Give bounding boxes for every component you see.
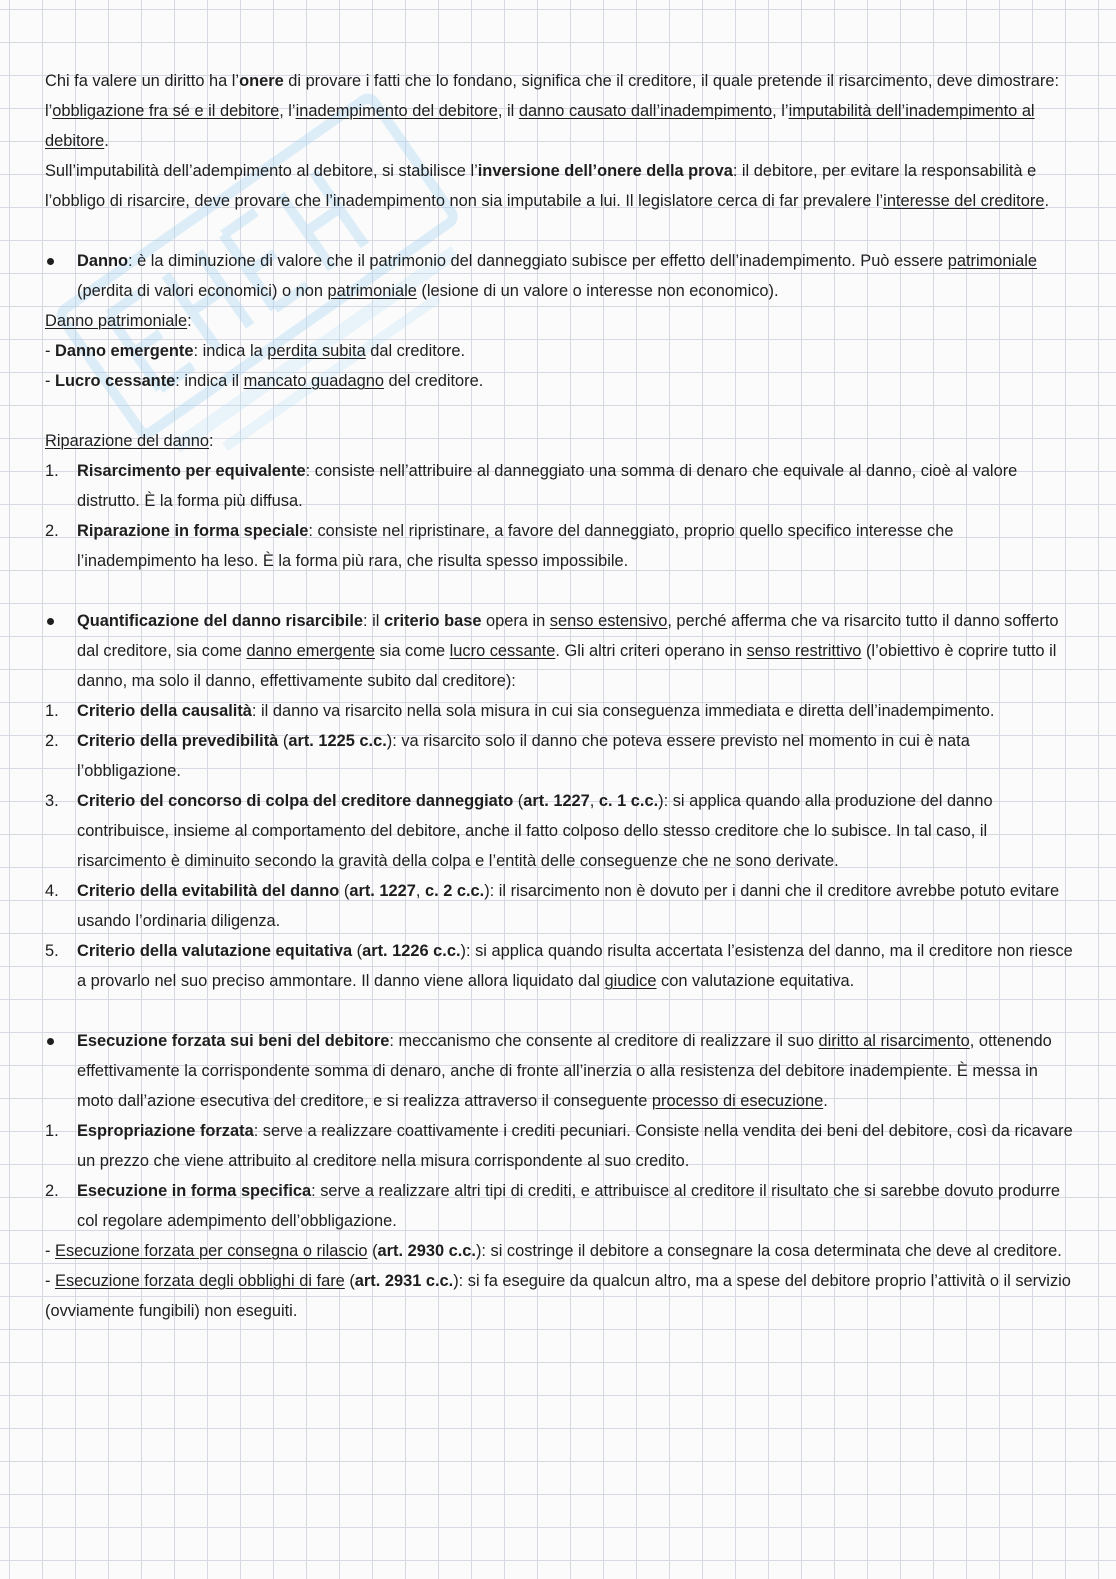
danno-emergente-line: - Danno emergente: indica la perdita subita dal creditore.: [45, 342, 466, 360]
document-body: [45, 66, 1075, 1326]
bullet-esecuzione: Esecuzione forzata sui beni del debitore: meccanismo che consente al creditore di realizzare il suo diritto al risarcimento, ottenendo effettivamente la corrispondente somma di denaro, anche di fronte all’inerzia o alla resistenza del debitore inadempiente. È messa in moto dall’azione esecutiva del creditore, e si realizza attraverso il conseguente processo di esecuzione.: [45, 1026, 1075, 1116]
esecuzione-item-2: 2. Esecuzione in forma specifica: serve a realizzare altri tipi di crediti, e attribuisce al creditore il risultato che si sarebbe dovuto produrre col regolare adempimento dell’obbligazione.: [45, 1182, 1060, 1230]
riparazione-item-2: 2. Riparazione in forma speciale: consiste nel ripristinare, a favore del danneggiato, proprio quello specifico interesse che l’inadempimento ha leso. È la forma più rara, che risulta spesso impossibile.: [45, 522, 954, 570]
bullet-quantificazione: Quantificazione del danno risarcibile: il criterio base opera in senso estensivo, perché afferma che va risarcito tutto il danno sofferto dal creditore, sia come danno emergente sia come lucro cessante. Gli altri criteri operano in senso restrittivo (l’obiettivo è coprire tutto il danno, ma solo il danno, effettivamente subito dal creditore):: [45, 606, 1075, 696]
criterio-item-2: 2. Criterio della prevedibilità (art. 1225 c.c.): va risarcito solo il danno che poteva essere previsto nel momento in cui è nata l’obbligazione.: [45, 732, 970, 780]
criterio-item-1: 1. Criterio della causalità: il danno va risarcito nella sola misura in cui sia conseguenza immediata e diretta dell’inadempimento.: [45, 702, 995, 720]
riparazione-heading: Riparazione del danno:: [45, 432, 214, 450]
esecuzione-fare-line: - Esecuzione forzata degli obblighi di fare (art. 2931 c.c.): si fa eseguire da qualcun altro, ma a spese del debitore proprio l’attività o il servizio (ovviamente fungibili) non eseguiti.: [45, 1272, 1071, 1320]
lucro-cessante-line: - Lucro cessante: indica il mancato guadagno del creditore.: [45, 372, 484, 390]
criterio-item-3: 3. Criterio del concorso di colpa del creditore danneggiato (art. 1227, c. 1 c.c.): si applica quando alla produzione del danno contribuisce, insieme al comportamento del debitore, anche il fatto colposo dello stesso creditore che lo subisce. In tal caso, il risarcimento è diminuito secondo la gravità della colpa e l’entità delle conseguenze che ne sono derivate.: [45, 792, 993, 870]
danno-patrimoniale-heading: Danno patrimoniale:: [45, 312, 192, 330]
criterio-item-4: 4. Criterio della evitabilità del danno (art. 1227, c. 2 c.c.): il risarcimento non è dovuto per i danni che il creditore avrebbe potuto evitare usando l’ordinaria diligenza.: [45, 882, 1060, 930]
bullet-danno: Danno: è la diminuzione di valore che il patrimonio del danneggiato subisce per effetto dell’inadempimento. Può essere patrimoniale (perdita di valori economici) o non patrimoniale (lesione di un valore o interesse non economico).: [45, 246, 1075, 306]
intro-paragraph-1: Chi fa valere un diritto ha l’onere di provare i fatti che lo fondano, significa che il creditore, il quale pretende il risarcimento, deve dimostrare: l’obbligazione fra sé e il debitore, l’inadempimento del debitore, il danno causato dall’inadempimento, l’imputabilità dell’inadempimento al debitore.: [45, 72, 1060, 150]
riparazione-item-1: 1. Risarcimento per equivalente: consiste nell’attribuire al danneggiato una somma di denaro che equivale al danno, cioè al valore distrutto. È la forma più diffusa.: [45, 462, 1018, 510]
bullet-dot-icon: [47, 258, 54, 265]
bullet-dot-icon: [47, 618, 54, 625]
intro-paragraph-2: Sull’imputabilità dell’adempimento al debitore, si stabilisce l’inversione dell’onere della prova: il debitore, per evitare la responsabilità e l’obbligo di risarcire, deve provare che l’inadempimento non sia imputabile a lui. Il legislatore cerca di far prevalere l’interesse del creditore.: [45, 162, 1049, 210]
criterio-item-5: 5. Criterio della valutazione equitativa (art. 1226 c.c.): si applica quando risulta accertata l’esistenza del danno, ma il creditore non riesce a provarlo nel suo preciso ammontare. Il danno viene allora liquidato dal giudice con valutazione equitativa.: [45, 942, 1073, 990]
bullet-dot-icon: [47, 1038, 54, 1045]
esecuzione-item-1: 1. Espropriazione forzata: serve a realizzare coattivamente i crediti pecuniari. Consiste nella vendita dei beni del debitore, così da ricavare un prezzo che viene attribuito al creditore nella misura corrispondente al suo credito.: [45, 1122, 1073, 1170]
esecuzione-consegna-line: - Esecuzione forzata per consegna o rilascio (art. 2930 c.c.): si costringe il debitore a consegnare la cosa determinata che deve al creditore.: [45, 1242, 1062, 1260]
